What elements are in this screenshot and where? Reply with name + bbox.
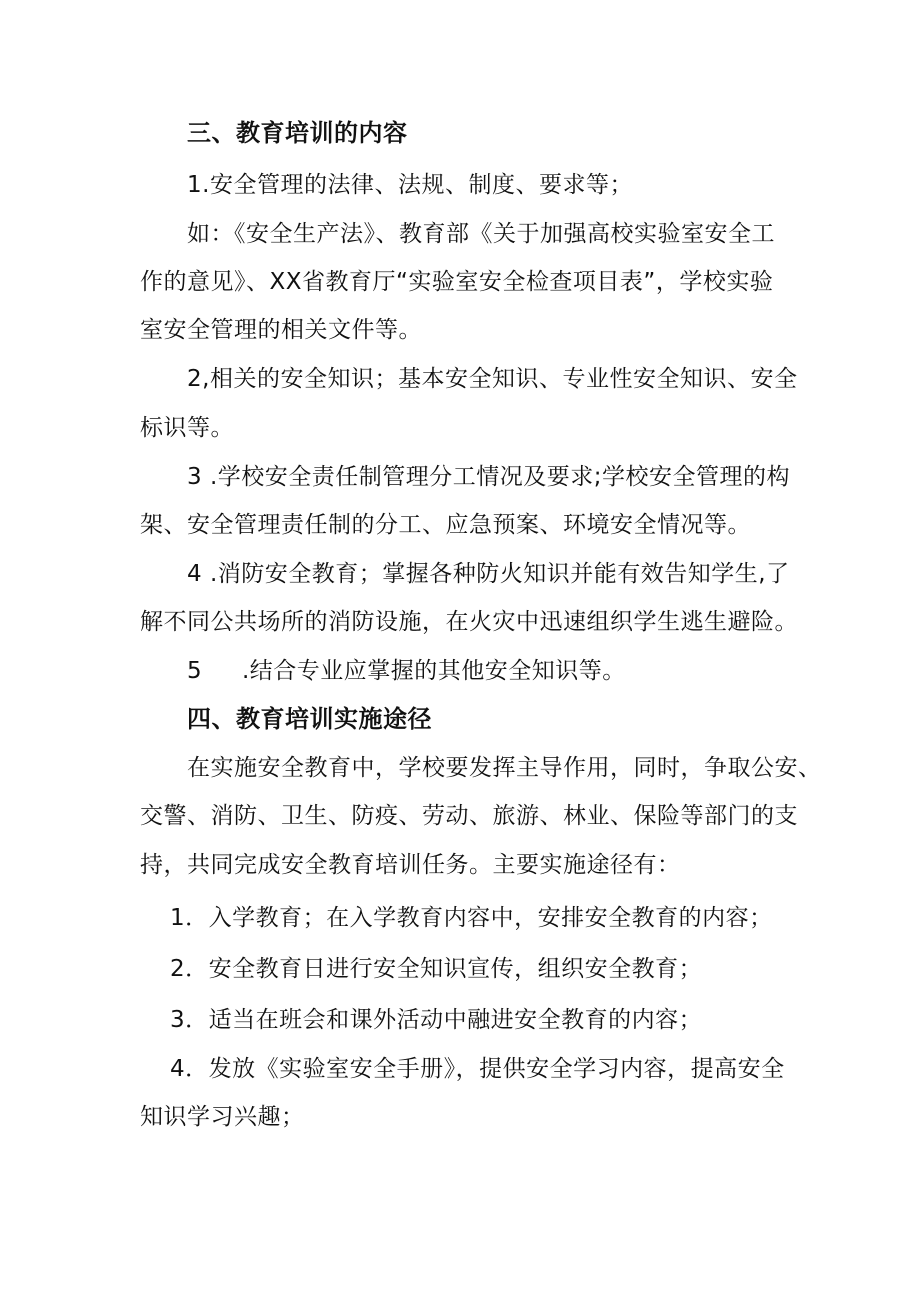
section-3-item-5-number: 5 xyxy=(187,658,203,684)
section-3-item-2-line-2: 标识等。 xyxy=(140,415,234,441)
section-3-item-3-line-1: 3 .学校安全责任制管理分工情况及要求;学校安全管理的构 xyxy=(187,464,791,490)
section-3-item-3-line-2: 架、安全管理责任制的分工、应急预案、环境安全情况等。 xyxy=(140,512,751,538)
section-3-example-line-1: 如：《安全生产法》、教育部《关于加强高校实验室安全工 xyxy=(187,221,775,247)
section-3-item-5-text: .结合专业应掌握的其他安全知识等。 xyxy=(242,658,626,684)
section-3-item-1: 1.安全管理的法律、法规、制度、要求等； xyxy=(187,172,633,198)
section-4-item-4-line-1: 4．发放《实验室安全手册》，提供安全学习内容，提高安全 xyxy=(170,1056,785,1082)
section-4-item-3: 3．适当在班会和课外活动中融进安全教育的内容； xyxy=(170,1007,703,1033)
section-3-example-line-2: 作的意见》、XX省教育厅“实验室安全检查项目表”，学校实验 xyxy=(140,269,774,295)
section-3-item-4-line-1: 4 .消防安全教育；掌握各种防火知识并能有效告知学生,了 xyxy=(187,561,790,587)
section-4-item-2: 2．安全教育日进行安全知识宣传，组织安全教育； xyxy=(170,956,703,982)
section-4-heading: 四、教育培训实施途径 xyxy=(187,705,432,733)
section-3-item-4-line-2: 解不同公共场所的消防设施，在火灾中迅速组织学生逃生避险。 xyxy=(140,609,798,635)
section-4-intro-line-2: 交警、消防、卫生、防疫、劳动、旅游、林业、保险等部门的支 xyxy=(140,803,798,829)
section-4-intro-line-1: 在实施安全教育中，学校要发挥主导作用，同时，争取公安、 xyxy=(187,755,822,781)
section-3-heading: 三、教育培训的内容 xyxy=(187,119,408,147)
section-3-example-line-3: 室安全管理的相关文件等。 xyxy=(140,317,422,343)
section-4-item-4-line-2: 知识学习兴趣； xyxy=(140,1104,305,1130)
section-4-intro-line-3: 持，共同完成安全教育培训任务。主要实施途径有： xyxy=(140,852,681,878)
section-4-item-1: 1．入学教育；在入学教育内容中，安排安全教育的内容； xyxy=(170,905,773,931)
section-3-item-2-line-1: 2,相关的安全知识；基本安全知识、专业性安全知识、安全 xyxy=(187,366,798,392)
